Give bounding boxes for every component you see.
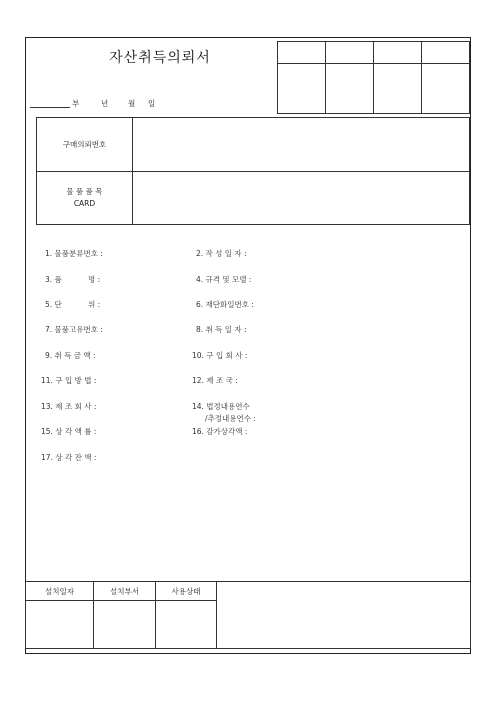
install-dept-header: 설치부서 [94,582,156,601]
date-day: 월 [128,99,136,108]
install-date-value[interactable] [26,601,94,649]
request-no-value[interactable] [133,118,470,172]
field-14: 14. 법정내용연수 [192,402,250,411]
field-14-sub: /추정내용연수 : [205,414,256,423]
field-1: 1. 물품분류번호 : [45,249,103,258]
install-date-header: 설치일자 [26,582,94,601]
info-table [36,117,470,225]
field-12: 12. 제 조 국 : [192,376,238,385]
item-card-line2: CARD [73,199,96,208]
approval-cell[interactable] [278,42,326,64]
status-header: 사용상태 [156,582,217,601]
approval-cell[interactable] [374,42,422,64]
approval-cell[interactable] [326,42,374,64]
date-underline [30,107,70,108]
date-year: 부 [72,99,80,108]
field-7: 7. 물품고유번호 : [45,325,103,334]
form-title: 자산취득의뢰서 [109,50,211,66]
item-card-label [37,172,133,225]
field-2: 2. 작 성 일 자 : [196,249,247,258]
approval-box [277,41,470,114]
request-no-label: 구매의뢰번호 [37,118,133,172]
item-card-value[interactable] [133,172,470,225]
approval-cell[interactable] [422,42,470,64]
footer-remarks-cell[interactable] [217,582,471,649]
field-6: 6. 재단화일번호 : [196,300,254,309]
field-3: 3. 품 명 : [45,275,101,284]
date-month: 년 [101,99,109,108]
field-15: 15. 상 각 액 률 : [41,427,97,436]
field-13: 13. 제 조 회 사 : [41,402,97,411]
field-11: 11. 구 입 방 법 : [41,376,97,385]
field-8: 8. 취 득 일 자 : [196,325,247,334]
field-4: 4. 규격 및 모델 : [196,275,252,284]
approval-sign-cell[interactable] [278,64,326,114]
approval-sign-cell[interactable] [422,64,470,114]
field-17: 17. 상 각 잔 액 : [41,453,97,462]
field-10: 10. 구 입 회 사 : [192,351,248,360]
footer-table [25,581,471,649]
date-extra: 일 [148,99,156,108]
field-9: 9. 취 득 금 액 : [45,351,96,360]
install-dept-value[interactable] [94,601,156,649]
approval-sign-cell[interactable] [374,64,422,114]
approval-sign-cell[interactable] [326,64,374,114]
status-value[interactable] [156,601,217,649]
item-card-line1: 물 품 품 목 [66,187,103,196]
field-5: 5. 단 위 : [45,300,101,309]
field-16: 16. 감가상각액 : [192,427,248,436]
